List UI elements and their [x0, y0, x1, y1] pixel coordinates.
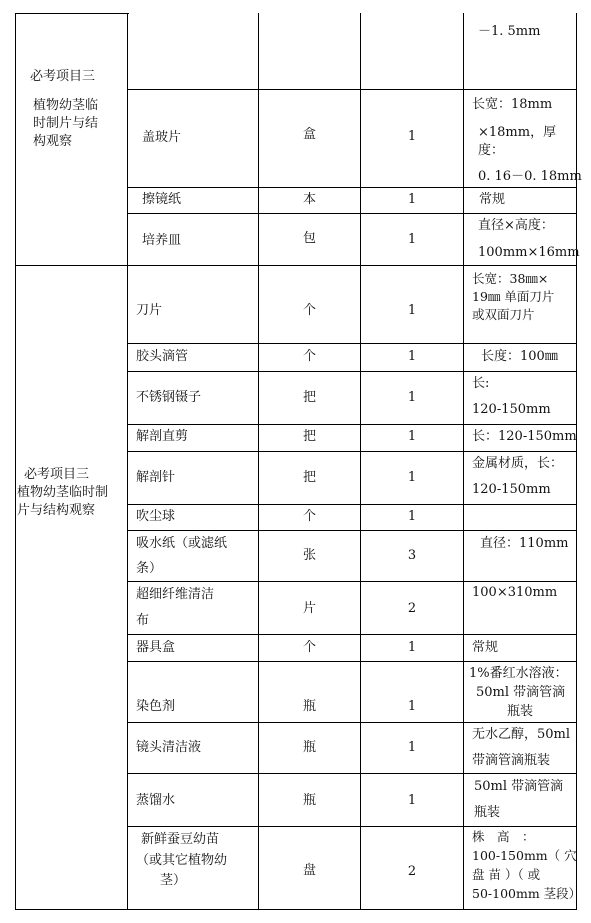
spec-cell: 常规 [472, 640, 499, 655]
section2-label-line1: 必考项目三 [24, 467, 90, 482]
col-sep-4 [463, 13, 464, 910]
spec-cell: 长: [472, 376, 490, 391]
section1-label-line3: 时制片与结 [33, 116, 99, 131]
item-name: 吸水纸（或滤纸 [136, 536, 228, 551]
table-border-left [15, 13, 16, 910]
spec-cell: ×18mm，厚 [478, 125, 557, 140]
spec-cell: 直径：110mm [480, 536, 569, 551]
table-border-bottom [15, 909, 577, 910]
unit-cell: 把 [302, 429, 316, 444]
item-name: 不锈钢镊子 [136, 390, 202, 405]
item-name: 蒸馏水 [136, 793, 176, 808]
qty-cell: 1 [407, 509, 417, 524]
qty-cell: 1 [407, 429, 417, 444]
item-name: 胶头滴管 [136, 349, 189, 364]
spec-cell: 瓶装 [474, 805, 501, 820]
spec-cell: 50ml 带滴管滴 [474, 779, 564, 794]
section2-label-line2: 植物幼茎临时制 [17, 485, 109, 500]
spec-cell: 度： [478, 143, 505, 158]
item-name: 吹尘球 [136, 509, 176, 524]
qty-cell: 1 [407, 699, 417, 714]
row-line [127, 89, 577, 90]
item-name: 盖玻片 [142, 130, 182, 145]
section2-label-line3: 片与结构观察 [17, 503, 96, 518]
spec-cell: 直径×高度： [478, 218, 554, 233]
section1-label-line2: 植物幼茎临 [33, 98, 99, 113]
col-sep-2 [258, 13, 259, 910]
unit-cell: 个 [302, 509, 316, 524]
qty-cell: 1 [407, 129, 417, 144]
unit-cell: 瓶 [302, 793, 316, 808]
unit-cell: 瓶 [302, 699, 316, 714]
spec-cell: 120-150mm [472, 482, 551, 497]
unit-cell: 片 [302, 601, 316, 616]
item-name: 擦镜纸 [142, 192, 182, 207]
table-border-top [15, 13, 129, 14]
section1-label-line1: 必考项目三 [30, 69, 96, 84]
item-name: 染色剂 [136, 699, 176, 714]
item-name: 器具盒 [136, 640, 176, 655]
spec-cell: 50ml 带滴管滴 [476, 685, 566, 700]
item-name: 解剖针 [136, 470, 176, 485]
spec-cell: 长宽：38㎜× [472, 271, 549, 286]
col-sep-3 [360, 13, 361, 910]
row-line [127, 722, 577, 723]
unit-cell: 本 [302, 192, 316, 207]
row-line [127, 634, 577, 635]
spec-cell: 19㎜ 单面刀片 [472, 289, 555, 304]
item-name: 茎） [160, 873, 187, 888]
item-name: 新鲜蚕豆幼苗 [141, 832, 220, 847]
section-boundary [15, 265, 577, 266]
item-name: 刀片 [136, 303, 163, 318]
spec-cell: 或双面刀片 [472, 307, 535, 322]
spec-cell: 无水乙醇，50ml [472, 727, 571, 742]
row-line [127, 661, 577, 662]
spec-cell: 120-150mm [472, 402, 551, 417]
spec-cell: 50-100mm 茎段） [472, 886, 582, 901]
row-line [127, 187, 577, 188]
spec-cell: 金属材质，长： [472, 456, 564, 471]
qty-cell: 1 [407, 349, 417, 364]
item-name: 条） [136, 561, 163, 576]
qty-cell: 2 [407, 864, 417, 879]
spec-cell: 带滴管滴瓶装 [472, 753, 551, 768]
unit-cell: 盒 [302, 127, 316, 142]
spec-cell: 长：120-150mm [472, 429, 577, 444]
row-line [127, 213, 577, 214]
unit-cell: 瓶 [302, 740, 316, 755]
row-line [127, 530, 577, 531]
qty-cell: 1 [407, 303, 417, 318]
unit-cell: 个 [302, 303, 316, 318]
row-line [127, 826, 577, 827]
spec-cell: 常规 [479, 192, 506, 207]
qty-cell: 3 [407, 548, 417, 563]
item-name: 解剖直剪 [136, 429, 189, 444]
unit-cell: 个 [302, 640, 316, 655]
unit-cell: 把 [302, 470, 316, 485]
spec-cell: 1%番红水溶液： [469, 666, 568, 681]
spec-cell: 0. 16－0. 18mm [478, 169, 582, 184]
qty-cell: 1 [407, 192, 417, 207]
row-line [127, 581, 577, 582]
spec-cell: 长宽：18mm [472, 97, 553, 112]
qty-cell: 1 [407, 793, 417, 808]
spec-cell: 盘 苗 ）（ 或 [472, 867, 541, 882]
qty-cell: 2 [407, 601, 417, 616]
qty-cell: 1 [407, 640, 417, 655]
spec-cell: 100×310mm [472, 585, 558, 600]
spec-cell: 100-150mm（ 穴 [472, 848, 577, 863]
spec-cell: －1. 5mm [478, 24, 541, 39]
qty-cell: 1 [407, 232, 417, 247]
table-border-right [576, 13, 577, 910]
row-line [127, 343, 577, 344]
item-name: 镜头清洁液 [136, 740, 202, 755]
row-line [127, 371, 577, 372]
item-name: （或其它植物幼 [136, 853, 228, 868]
item-name: 培养皿 [142, 233, 182, 248]
qty-cell: 1 [407, 390, 417, 405]
unit-cell: 把 [302, 390, 316, 405]
row-line [127, 424, 577, 425]
section1-label-line4: 构观察 [33, 134, 73, 149]
row-line [127, 773, 577, 774]
qty-cell: 1 [407, 740, 417, 755]
spec-cell: 100mm×16mm [478, 245, 580, 260]
item-name: 布 [136, 613, 150, 628]
unit-cell: 张 [302, 548, 316, 563]
col-sep-1 [127, 13, 128, 910]
unit-cell: 个 [302, 349, 316, 364]
spec-cell: 株 高 ： [472, 829, 535, 844]
spec-cell: 长度：100㎜ [481, 349, 558, 364]
item-name: 超细纤维清洁 [136, 587, 215, 602]
row-line [127, 504, 577, 505]
spec-cell: 瓶装 [507, 704, 534, 719]
unit-cell: 包 [302, 231, 316, 246]
qty-cell: 1 [407, 470, 417, 485]
unit-cell: 盘 [302, 863, 316, 878]
row-line [127, 451, 577, 452]
